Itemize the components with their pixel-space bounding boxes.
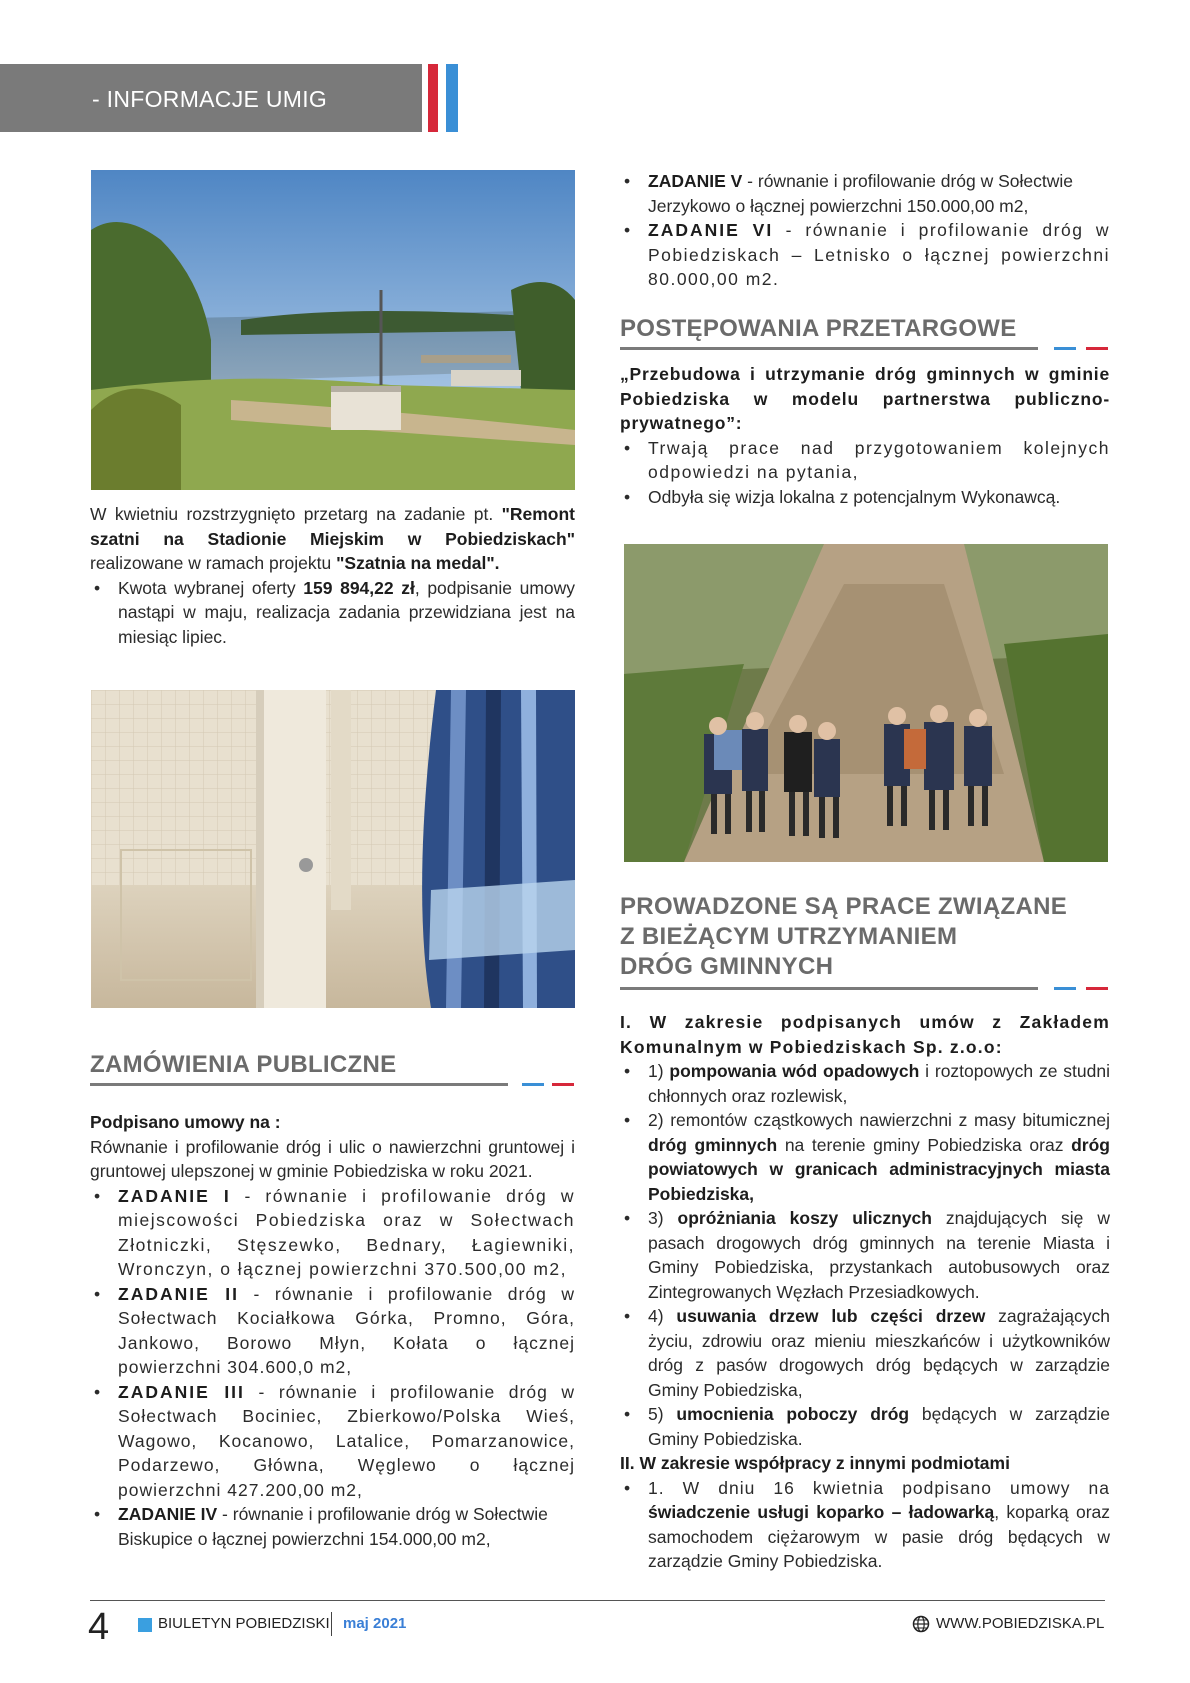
task-name: ZADANIE IV bbox=[118, 1504, 218, 1524]
ppp-title: „Przebudowa i utrzymanie dróg gminnych w gminie Pobiedziska w modelu partnerstwa publiczno-prywatnego”: bbox=[620, 364, 1110, 433]
task-text: - równanie i profilowanie dróg w miejscowości Pobiedziska oraz w Sołectwach Złotniczki, Stęszewko, Bednary, Łagiewniki, Wronczyn, o łącznej powierzchni 370.500,00 m2, bbox=[118, 1185, 575, 1279]
part1-item: • 4) usuwania drzew lub części drzew zagrażających życiu, zdrowiu oraz mieniu mieszkańców i użytkowników dróg z pasów drogowych dróg będących w zarządzie Gminy Pobiedziska, bbox=[620, 1304, 1110, 1402]
task-text: - równanie i profilowanie dróg w Sołectwie Jerzykowo o łącznej powierzchni 150.000,00 m2, bbox=[648, 171, 1074, 216]
ongoing-works-title bbox=[620, 892, 1110, 982]
ppp-list bbox=[620, 436, 1110, 510]
signed-label: Podpisano umowy na : bbox=[90, 1112, 281, 1132]
website-link[interactable]: WWW.POBIEDZISKA.PL bbox=[936, 1615, 1105, 1632]
part2-list bbox=[620, 1476, 1110, 1574]
task-item bbox=[90, 1282, 575, 1380]
offer-text-2: , podpisanie umowy nastąpi w maju, realizacja zadania przewidziana jest na miesiąc lipiec. bbox=[118, 577, 576, 647]
publication-square-icon bbox=[138, 1618, 152, 1632]
section-divider bbox=[620, 984, 1110, 992]
road-inspection-photo bbox=[624, 544, 1108, 862]
task-text: - równanie i profilowanie dróg w Sołectwach Bociniec, Zbierkowo/Polska Wieś, Wagowo, Kocanowo, Latalice, Pomarzanowice, Podarzewo, Główna, Węglewo o łącznej powierzchni 427.200,00 m2, bbox=[118, 1381, 575, 1500]
globe-icon bbox=[912, 1615, 930, 1633]
task-item bbox=[90, 1380, 575, 1503]
signed-description: Równanie i profilowanie dróg i ulic o nawierzchni gruntowej i gruntowej ulepszonej w gminie Pobiedziska w roku 2021. bbox=[90, 1136, 575, 1181]
part1-title: I. W zakresie podpisanych umów z Zakładem Komunalnym w Pobiedziskach Sp. z.o.o: bbox=[620, 1012, 1110, 1057]
offer-text: Kwota wybranej oferty bbox=[118, 577, 304, 598]
task-list-left bbox=[90, 1184, 575, 1552]
task-name: ZADANIE VI bbox=[648, 220, 774, 240]
task-name: ZADANIE III bbox=[118, 1381, 245, 1402]
task-text: - równanie i profilowanie dróg w Sołectwie Biskupice o łącznej powierzchni 154.000,00 m2, bbox=[118, 1504, 548, 1549]
tender-intro-text-2: realizowane w ramach projektu bbox=[90, 553, 337, 573]
task-text: - równanie i profilowanie dróg w Sołectwach Kociałkowa Górka, Promno, Góra, Jankowo, Borowo Młyn, Kołata o łącznej powierzchni 304.600,0 m2, bbox=[118, 1283, 575, 1377]
task-text: - równanie i profilowanie dróg w Pobiedziskach – Letnisko o łącznej powierzchni 80.000,00 m2. bbox=[648, 220, 1110, 289]
issue-date: maj 2021 bbox=[343, 1615, 407, 1632]
task-list-right bbox=[620, 169, 1110, 292]
ppp-item: • Odbyła się wizja lokalna z potencjalnym Wykonawcą. bbox=[620, 485, 1110, 510]
project-name: "Szatnia na medal". bbox=[336, 553, 500, 573]
part2-title: II. W zakresie współpracy z innymi podmiotami bbox=[620, 1453, 1010, 1473]
tender-intro-text: W kwietniu rozstrzygnięto przetarg na zadanie pt. bbox=[90, 504, 502, 524]
footer-divider bbox=[90, 1600, 1105, 1601]
lake-photo bbox=[91, 170, 575, 490]
task-item bbox=[90, 1502, 575, 1551]
part1-list bbox=[620, 1059, 1110, 1451]
tender-title: "Remont szatni na Stadionie Miejskim w Pobiedziskach" bbox=[90, 504, 575, 549]
ongoing-works-title-line: Z BIEŻĄCYM UTRZYMANIEM bbox=[620, 923, 958, 950]
part1-item: • 1) pompowania wód opadowych i roztopowych ze studni chłonnych oraz rozlewisk, bbox=[620, 1059, 1110, 1108]
header-flag-gap bbox=[438, 64, 444, 132]
ongoing-works-title-line: PROWADZONE SĄ PRACE ZWIĄZANE bbox=[620, 893, 1068, 920]
publication-name: BIULETYN POBIEDZISKI bbox=[158, 1615, 330, 1632]
header-flag-blue bbox=[446, 64, 458, 132]
task-item bbox=[620, 169, 1110, 218]
task-item bbox=[90, 1184, 575, 1282]
part2-item: • 1. W dniu 16 kwietnia podpisano umowy na świadczenie usługi koparko – ładowarką, koparką oraz samochodem ciężarowym w pasie dróg będących w zarządzie Gminy Pobiedziska. bbox=[620, 1476, 1110, 1574]
section-header-title: - INFORMACJE UMIG bbox=[92, 86, 328, 112]
part1-item: • 2) remontów cząstkowych nawierzchni z masy bitumicznej dróg gminnych na terenie gminy Pobiedziska oraz dróg powiatowych w granicach administracyjnych miasta Pobiedziska, bbox=[620, 1108, 1110, 1206]
part1-item: • 5) umocnienia poboczy dróg będących w zarządzie Gminy Pobiedziska. bbox=[620, 1402, 1110, 1451]
footer-separator bbox=[331, 1612, 332, 1636]
tender-paragraph bbox=[90, 502, 575, 576]
offer-amount: 159 894,22 zł bbox=[303, 577, 415, 598]
tender-procedures-title: POSTĘPOWANIA PRZETARGOWE bbox=[620, 315, 1017, 342]
page-number: 4 bbox=[88, 1606, 110, 1648]
part1-item: • 3) opróżniania koszy ulicznych znajdujących się w pasach drogowych dróg gminnych na terenie Miasta i Gminy Pobiedziska, przystankach autobusowych oraz Zintegrowanych Węzłach Przesiadkowych. bbox=[620, 1206, 1110, 1304]
header-flag-red bbox=[428, 64, 438, 132]
task-item bbox=[620, 218, 1110, 292]
task-name: ZADANIE V bbox=[648, 171, 743, 191]
public-procurement-title: ZAMÓWIENIA PUBLICZNE bbox=[90, 1051, 397, 1078]
tender-offer-item bbox=[90, 576, 575, 650]
ongoing-works-title-line: DRÓG GMINNYCH bbox=[620, 953, 834, 980]
section-divider bbox=[620, 344, 1110, 352]
showers-photo bbox=[91, 690, 575, 1008]
ppp-item: • Trwają prace nad przygotowaniem kolejnych odpowiedzi na pytania, bbox=[620, 436, 1110, 485]
task-name: ZADANIE I bbox=[118, 1185, 231, 1206]
section-divider bbox=[90, 1080, 575, 1088]
task-name: ZADANIE II bbox=[118, 1283, 240, 1304]
